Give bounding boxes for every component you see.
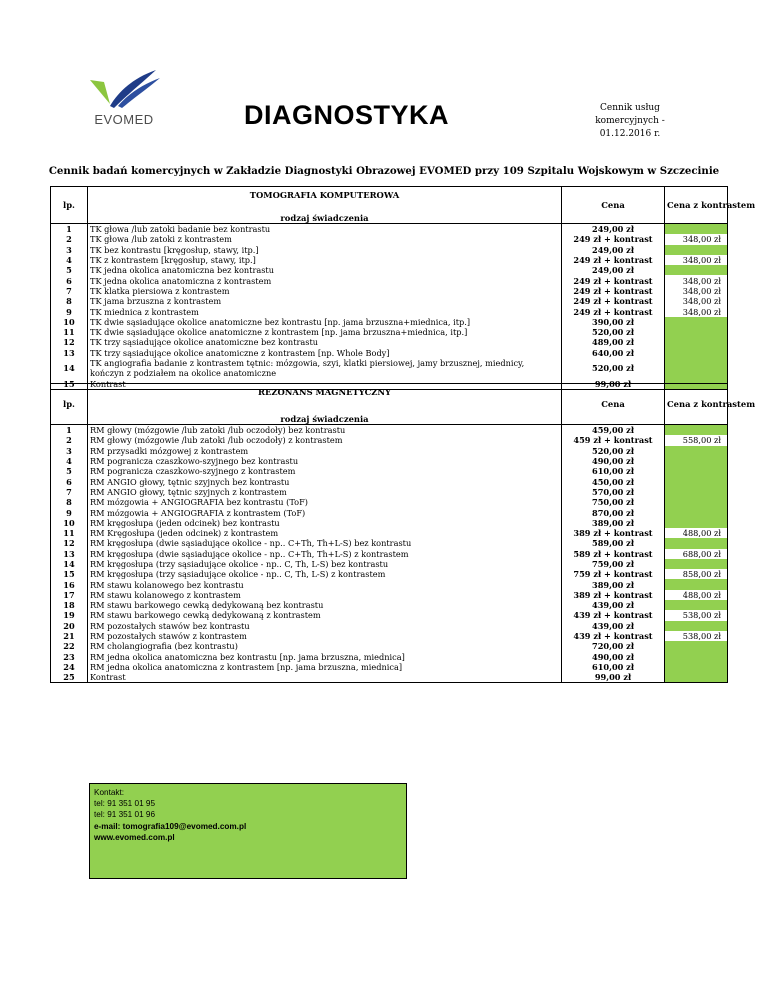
service-price-contrast [665,337,728,347]
service-name: RM stawu barkowego cewką dedykowaną z kontrastem [88,610,562,620]
service-name: RM pogranicza czaszkowo-szyjnego bez kontrastu [88,456,562,466]
service-price-contrast [665,538,728,548]
service-price-contrast [665,327,728,337]
service-name: RM pozostałych stawów z kontrastem [88,631,562,641]
mr-price-table [50,383,756,683]
table-row [51,600,728,610]
service-price-contrast: 348,00 zł [665,296,728,306]
row-number: 6 [51,476,88,486]
row-number: 24 [51,662,88,672]
row-number: 3 [51,245,88,255]
row-number: 4 [51,255,88,265]
logo-green-stroke [90,80,110,104]
table-row [51,662,728,672]
table-row [51,234,728,244]
service-price-contrast [665,446,728,456]
service-price: 570,00 zł [562,487,665,497]
service-price: 249 zł + kontrast [562,234,665,244]
service-price-contrast [665,245,728,255]
service-price: 389,00 zł [562,579,665,589]
service-name: RM mózgowia + ANGIOGRAFIA bez kontrastu (ToF) [88,497,562,507]
table-row [51,275,728,285]
service-price-contrast [665,497,728,507]
service-name: TK dwie sąsiadujące okolice anatomiczne z kontrastem [np. jama brzuszna+miednica, itp.] [88,327,562,337]
service-price: 589 zł + kontrast [562,549,665,559]
service-price: 249,00 zł [562,265,665,275]
price-list-line2: 01.12.2016 r. [599,129,661,139]
service-price-contrast: 348,00 zł [665,306,728,316]
service-price-contrast: 488,00 zł [665,590,728,600]
row-number: 6 [51,275,88,285]
table-row [51,265,728,275]
service-name: RM stawu kolanowego bez kontrastu [88,579,562,589]
service-name: Kontrast [88,379,562,390]
row-number: 18 [51,600,88,610]
row-number: 21 [51,631,88,641]
service-name: RM jedna okolica anatomiczna z kontrastem [np. jama brzuszna, miednica] [88,662,562,672]
service-name: RM kręgosłupa (dwie sąsiadujące okolice - np.. C+Th, Th+L-S) z kontrastem [88,549,562,559]
contact-phone-1: tel: 91 351 01 95 [94,799,156,809]
row-number: 12 [51,538,88,548]
table-row [51,590,728,600]
row-number: 5 [51,466,88,476]
service-price: 249 zł + kontrast [562,306,665,316]
row-number: 25 [51,672,88,683]
service-price: 459 zł + kontrast [562,435,665,445]
service-price: 459,00 zł [562,425,665,436]
service-name: TK głowa /lub zatoki z kontrastem [88,234,562,244]
service-name: TK angiografia badanie z kontrastem tętnic: mózgowia, szyi, klatki piersiowej, jamy brzusznej, miednicy, kończyn z podziałem na okolice anatomiczne [88,358,562,379]
row-number: 19 [51,610,88,620]
service-price: 750,00 zł [562,497,665,507]
contact-email-link[interactable]: e-mail: tomografia109@evomed.com.pl [94,821,247,831]
service-name: RM pogranicza czaszkowo-szyjnego z kontrastem [88,466,562,476]
table-row [51,487,728,497]
service-name: RM ANGIO głowy, tętnic szyjnych bez kontrastu [88,476,562,486]
table-row [51,337,728,347]
service-name: RM stawu barkowego cewką dedykowaną bez kontrastu [88,600,562,610]
table-row [51,569,728,579]
row-number: 13 [51,549,88,559]
service-price: 870,00 zł [562,507,665,517]
page-title: DIAGNOSTYKA [244,100,450,130]
service-price-contrast: 558,00 zł [665,435,728,445]
row-number: 22 [51,641,88,651]
row-number: 13 [51,348,88,358]
table-row [51,224,728,235]
service-name: RM stawu kolanowego z kontrastem [88,590,562,600]
service-name: TK trzy sąsiadujące okolice anatomiczne z kontrastem [np. Whole Body] [88,348,562,358]
row-number: 12 [51,337,88,347]
service-name: RM kręgosłupa (dwie sąsiadujące okolice - np.. C+Th, Th+L-S) bez kontrastu [88,538,562,548]
row-number: 14 [51,358,88,379]
service-price: 720,00 zł [562,641,665,651]
contact-box [89,783,407,879]
row-number: 11 [51,327,88,337]
service-price-contrast: 348,00 zł [665,275,728,285]
table-row [51,358,728,379]
service-price-contrast [665,476,728,486]
service-name: TK jedna okolica anatomiczna z kontrastem [88,275,562,285]
table-row [51,518,728,528]
price-list-line1: Cennik usług komercyjnych - [595,103,665,126]
table-row [51,507,728,517]
section-title: TOMOGRAFIA KOMPUTEROWA [88,187,562,213]
table-row [51,497,728,507]
table-row [51,610,728,620]
service-price-contrast: 688,00 zł [665,549,728,559]
service-price-contrast: 488,00 zł [665,528,728,538]
service-price: 249 zł + kontrast [562,286,665,296]
table-row [51,286,728,296]
col-service: rodzaj świadczenia [88,413,562,425]
service-name: RM głowy (mózgowie /lub zatoki /lub oczodoły) z kontrastem [88,435,562,445]
row-number: 20 [51,621,88,631]
service-price-contrast: 348,00 zł [665,234,728,244]
service-price-contrast [665,672,728,683]
row-number: 8 [51,497,88,507]
service-name: TK jama brzuszna z kontrastem [88,296,562,306]
table-row [51,641,728,651]
row-number: 9 [51,306,88,316]
service-price: 439 zł + kontrast [562,631,665,641]
row-number: 17 [51,590,88,600]
service-price: 640,00 zł [562,348,665,358]
service-price-contrast [665,358,728,379]
row-number: 10 [51,317,88,327]
service-name: TK jedna okolica anatomiczna bez kontrastu [88,265,562,275]
table-row [51,425,728,436]
service-price: 489,00 zł [562,337,665,347]
row-number: 7 [51,286,88,296]
service-price: 490,00 zł [562,456,665,466]
table-row [51,549,728,559]
service-price-contrast [665,456,728,466]
row-number: 15 [51,379,88,390]
table-row [51,456,728,466]
service-name: TK z kontrastem [kręgosłup, stawy, itp.] [88,255,562,265]
service-name: TK bez kontrastu [kręgosłup, stawy, itp.] [88,245,562,255]
service-name: TK miednica z kontrastem [88,306,562,316]
service-price-contrast: 538,00 zł [665,610,728,620]
service-price-contrast [665,507,728,517]
table-row [51,631,728,641]
table-row [51,348,728,358]
service-name: RM mózgowia + ANGIOGRAFIA z kontrastem (ToF) [88,507,562,517]
table-row [51,559,728,569]
service-price: 389 zł + kontrast [562,528,665,538]
service-price-contrast: 858,00 zł [665,569,728,579]
service-price-contrast [665,466,728,476]
service-price-contrast [665,487,728,497]
row-number: 5 [51,265,88,275]
col-lp: lp. [51,187,88,224]
col-lp: lp. [51,384,88,425]
table-row [51,476,728,486]
table-row [51,317,728,327]
service-price: 99,00 zł [562,379,665,390]
row-number: 1 [51,425,88,436]
service-price: 439,00 zł [562,621,665,631]
service-price: 439,00 zł [562,600,665,610]
service-name: TK dwie sąsiadujące okolice anatomiczne bez kontrastu [np. jama brzuszna+miednica, itp.] [88,317,562,327]
service-price: 759 zł + kontrast [562,569,665,579]
row-number: 9 [51,507,88,517]
row-number: 7 [51,487,88,497]
table-row [51,672,728,683]
contact-phone-2: tel: 91 351 01 96 [94,810,156,820]
document-subtitle: Cennik badań komercyjnych w Zakładzie Diagnostyki Obrazowej EVOMED przy 109 Szpitalu Wojskowym w Szczecinie [48,165,720,177]
service-name: RM Kręgosłupa (jeden odcinek) z kontrastem [88,528,562,538]
col-price-contrast: Cena z kontrastem [665,384,728,425]
service-price: 520,00 zł [562,327,665,337]
table-row [51,306,728,316]
service-price: 520,00 zł [562,446,665,456]
service-name: RM ANGIO głowy, tętnic szyjnych z kontrastem [88,487,562,497]
service-price-contrast [665,579,728,589]
service-name: RM jedna okolica anatomiczna bez kontrastu [np. jama brzuszna, miednica] [88,652,562,662]
col-price: Cena [562,187,665,224]
service-price: 99,00 zł [562,672,665,683]
table-row [51,296,728,306]
table-row [51,435,728,445]
service-price: 439 zł + kontrast [562,610,665,620]
service-price-contrast [665,348,728,358]
service-price: 490,00 zł [562,652,665,662]
service-price-contrast: 538,00 zł [665,631,728,641]
service-name: TK trzy sąsiadujące okolice anatomiczne bez kontrastu [88,337,562,347]
logo-text: EVOMED [94,112,154,127]
table-row [51,579,728,589]
row-number: 8 [51,296,88,306]
row-number: 15 [51,569,88,579]
service-name: TK klatka piersiowa z kontrastem [88,286,562,296]
ct-price-table [50,186,756,390]
service-price: 610,00 zł [562,662,665,672]
table-row [51,327,728,337]
service-price-contrast: 348,00 zł [665,286,728,296]
service-name: TK głowa /lub zatoki badanie bez kontrastu [88,224,562,235]
section-title: REZONANS MAGNETYCZNY [88,384,562,414]
service-price: 249 zł + kontrast [562,255,665,265]
table-row [51,621,728,631]
table-row [51,466,728,476]
row-number: 11 [51,528,88,538]
service-name: RM kręgosłupa (trzy sąsiadujące okolice - np.. C, Th, L-S) z kontrastem [88,569,562,579]
service-name: RM kręgosłupa (trzy sąsiadujące okolice - np.. C, Th, L-S) bez kontrastu [88,559,562,569]
service-price-contrast: 348,00 zł [665,255,728,265]
table-row [51,255,728,265]
service-name: RM kręgosłupa (jeden odcinek) bez kontrastu [88,518,562,528]
service-price: 249 zł + kontrast [562,296,665,306]
row-number: 16 [51,579,88,589]
service-name: RM przysadki mózgowej z kontrastem [88,446,562,456]
row-number: 3 [51,446,88,456]
row-number: 2 [51,435,88,445]
service-price-contrast [665,518,728,528]
service-price-contrast [665,600,728,610]
contact-website-link[interactable]: www.evomed.com.pl [94,832,175,842]
service-price: 450,00 zł [562,476,665,486]
col-price: Cena [562,384,665,425]
price-list-date [570,102,690,141]
row-number: 1 [51,224,88,235]
table-row [51,538,728,548]
service-price: 389,00 zł [562,518,665,528]
row-number: 14 [51,559,88,569]
service-price: 249 zł + kontrast [562,275,665,285]
service-price: 520,00 zł [562,358,665,379]
service-price: 589,00 zł [562,538,665,548]
service-price: 249,00 zł [562,224,665,235]
row-number: 10 [51,518,88,528]
table-row [51,245,728,255]
row-number: 4 [51,456,88,466]
col-price-contrast: Cena z kontrastem [665,187,728,224]
service-price: 389 zł + kontrast [562,590,665,600]
service-name: RM pozostałych stawów bez kontrastu [88,621,562,631]
service-price-contrast [665,641,728,651]
row-number: 23 [51,652,88,662]
service-price-contrast [665,425,728,436]
table-row [51,446,728,456]
service-name: RM głowy (mózgowie /lub zatoki /lub oczodoły) bez kontrastu [88,425,562,436]
service-price: 759,00 zł [562,559,665,569]
contact-label: Kontakt: [94,788,125,797]
table-row [51,652,728,662]
service-name: RM cholangiografia (bez kontrastu) [88,641,562,651]
col-service: rodzaj świadczenia [88,212,562,224]
service-price-contrast [665,621,728,631]
table-row [51,528,728,538]
row-number: 2 [51,234,88,244]
logo-blue-stroke [110,70,156,108]
service-price-contrast [665,265,728,275]
service-name: Kontrast [88,672,562,683]
service-price: 610,00 zł [562,466,665,476]
service-price-contrast [665,652,728,662]
service-price-contrast [665,317,728,327]
service-price-contrast [665,559,728,569]
service-price-contrast [665,224,728,235]
service-price: 390,00 zł [562,317,665,327]
service-price-contrast [665,662,728,672]
service-price: 249,00 zł [562,245,665,255]
